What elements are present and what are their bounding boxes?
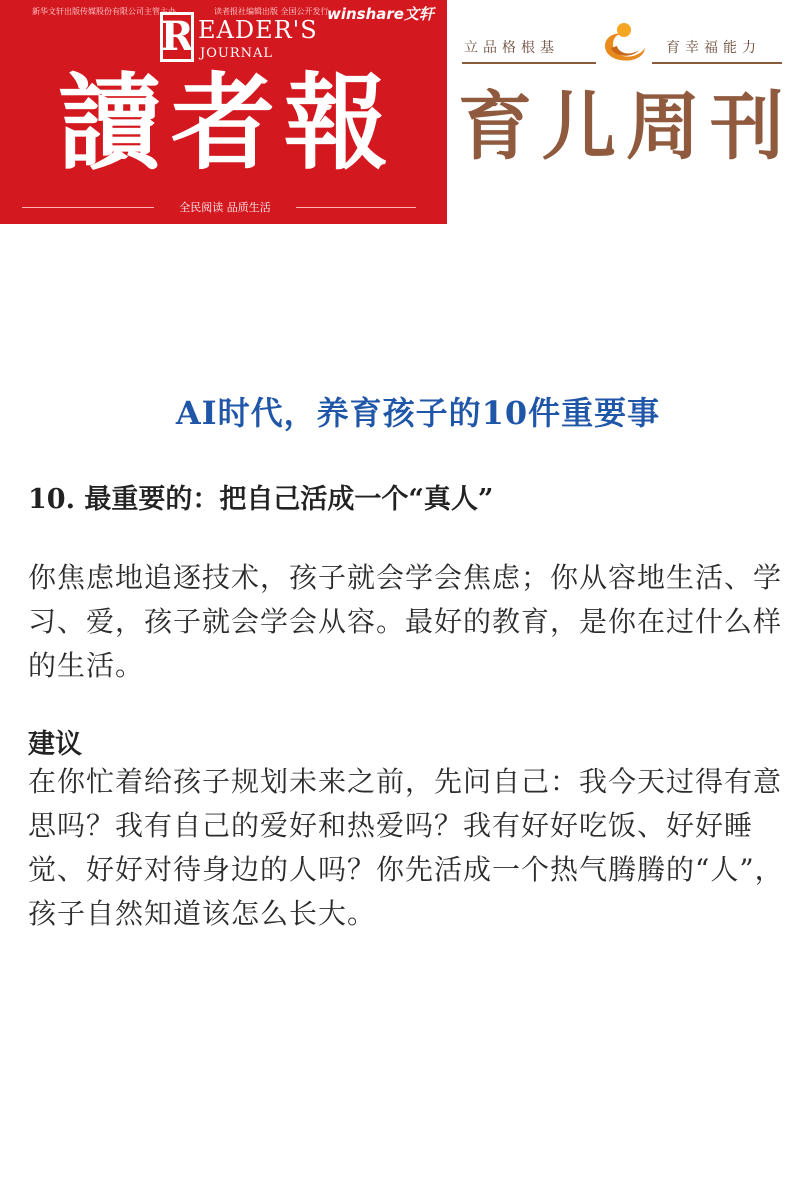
slogan-divider-left: [22, 207, 154, 208]
winshare-logo: winshare文轩: [327, 5, 434, 23]
calligraphy-char: 讀: [58, 61, 163, 184]
section-heading: 10. 最重要的：把自己活成一个“真人”: [28, 484, 494, 515]
masthead-slogan: 全民阅读 品质生活: [179, 201, 271, 214]
r-initial-box: [160, 12, 194, 62]
english-name: EADER'S: [198, 16, 318, 44]
advice-label: 建议: [28, 729, 82, 760]
publisher-line-right: 读者报社编辑出版 全国公开发行: [214, 7, 329, 16]
brand-title-char: 刊: [710, 84, 784, 170]
body-paragraph: 你焦虑地追逐技术，孩子就会学会焦虑；你从容地生活、学习、爱，孩子就会学会从容。最好的教育，是你在过什么样的生活。: [28, 561, 783, 682]
readers-journal-masthead: [0, 0, 447, 224]
calligraphy-char: 報: [283, 61, 388, 184]
brand-rule-right: [652, 62, 782, 64]
publisher-line-left: 新华文轩出版传媒股份有限公司主管主办: [32, 7, 176, 16]
slogan-divider-right: [296, 207, 416, 208]
brand-title: [458, 86, 784, 168]
calligraphy-char: 者: [170, 61, 275, 184]
brand-title-char: 儿: [542, 84, 616, 170]
brand-rule-left: [462, 62, 596, 64]
advice-paragraph: 在你忙着给孩子规划未来之前，先问自己：我今天过得有意思吗？我有自己的爱好和热爱吗？我有好好吃饭、好好睡觉、好好对待身边的人吗？你先活成一个热气腾腾的“人”，孩子自然知道该怎么长大。: [28, 765, 784, 930]
brand-motto-left: 立品格根基: [464, 40, 559, 56]
r-initial: R: [160, 13, 194, 60]
swirl-sun-logo-icon: [597, 20, 651, 68]
brand-motto-right: 育幸福能力: [666, 40, 761, 56]
english-journal-label: JOURNAL: [200, 46, 274, 61]
brand-title-char: 周: [626, 84, 700, 170]
calligraphy-title: [58, 58, 388, 188]
brand-title-char: 育: [458, 84, 532, 170]
article-title: AI时代，养育孩子的10件重要事: [175, 394, 661, 432]
